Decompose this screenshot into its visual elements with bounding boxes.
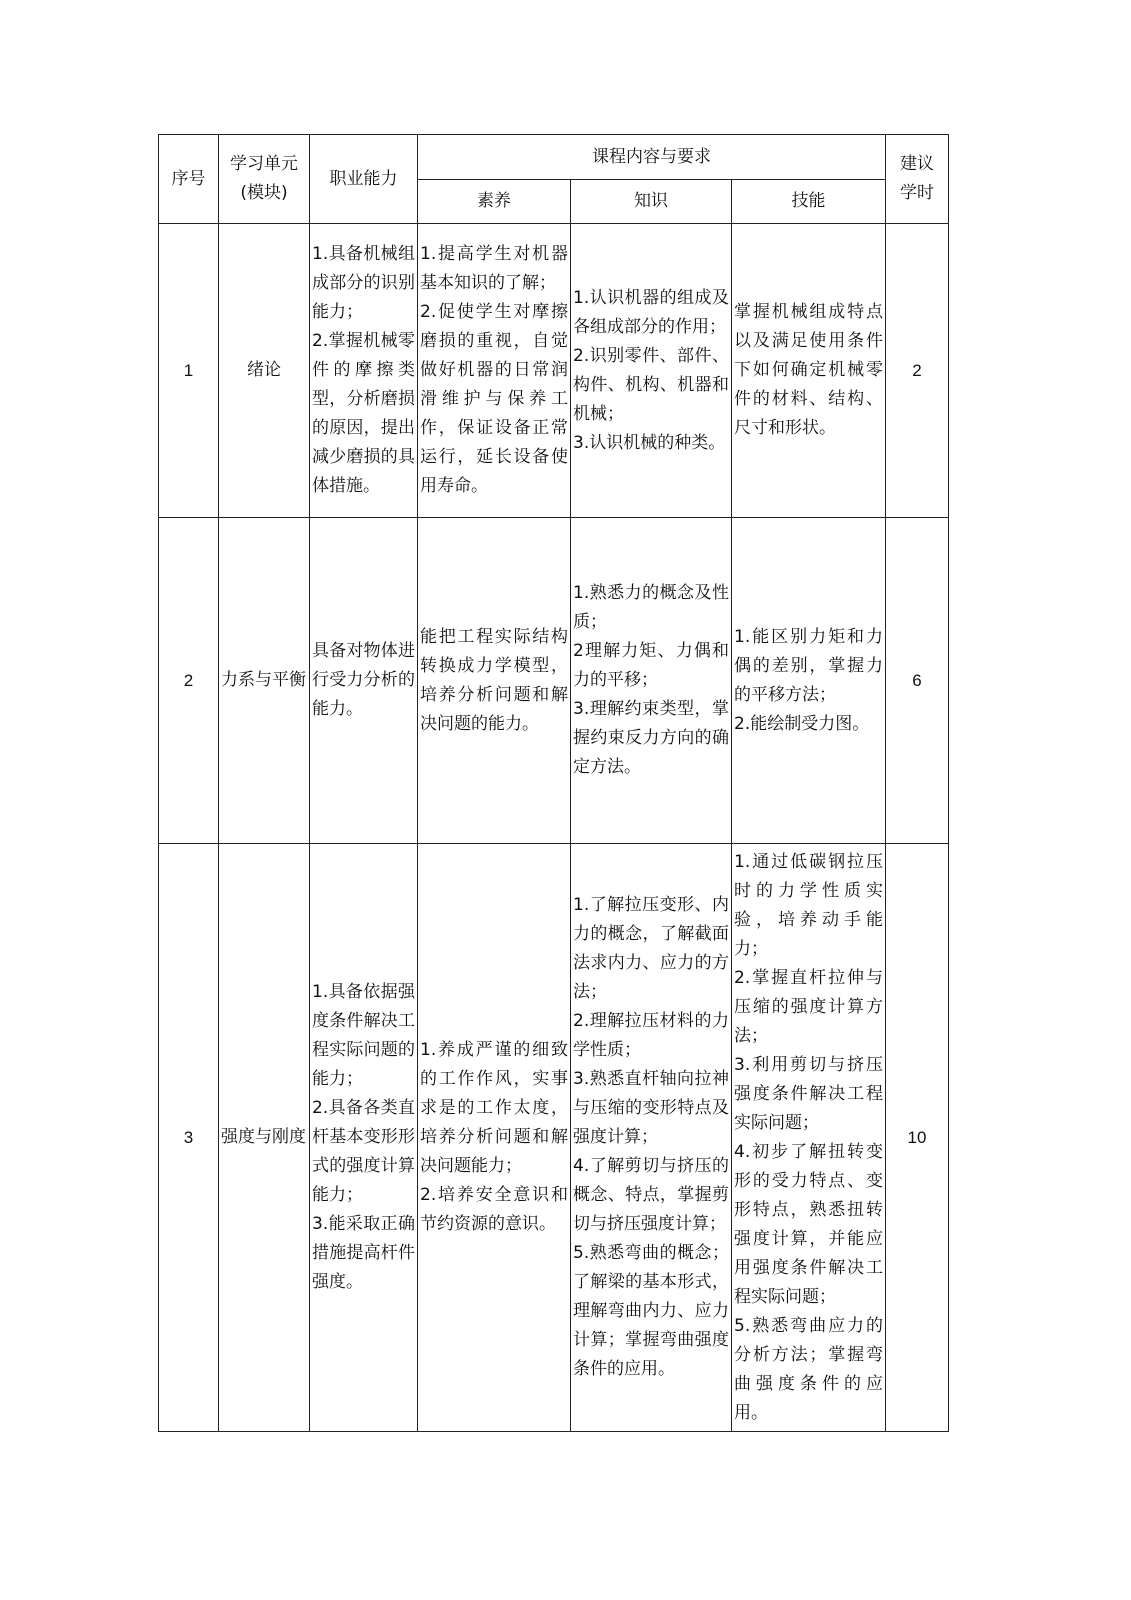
row-skill: 1.通过低碳钢拉压时的力学性质实验，培养动手能力； 2.掌握直杆拉伸与压缩的强度计算方法； 3.利用剪切与挤压强度条件解决工程实际问题； 4.初步了解扭转变形的受力特点、变形特点，熟悉扭转强度计算，并能应用强度条件解决工程实际问题； 5.熟悉弯曲应力的分析方法；掌握弯曲强度条件的应用。 [732,844,886,1432]
header-skill: 技能 [732,180,886,224]
table-row [159,518,949,844]
row-ability: 1.具备机械组成部分的识别能力； 2.掌握机械零件的摩擦类型，分析磨损的原因，提出减少磨损的具体措施。 [310,224,418,518]
row-hours: 10 [886,844,949,1432]
row-seq: 2 [159,518,219,844]
row-skill: 1.能区别力矩和力偶的差别，掌握力的平移方法； 2.能绘制受力图。 [732,518,886,844]
header-hours: 建议 学时 [886,135,949,224]
row-ability: 具备对物体进行受力分析的能力。 [310,518,418,844]
row-unit: 强度与刚度 [219,844,310,1432]
header-literacy: 素养 [418,180,571,224]
row-literacy: 1.提高学生对机器基本知识的了解； 2.促使学生对摩擦磨损的重视，自觉做好机器的日常润滑维护与保养工作，保证设备正常运行，延长设备使用寿命。 [418,224,571,518]
row-seq: 1 [159,224,219,518]
row-skill: 掌握机械组成特点以及满足使用条件下如何确定机械零件的材料、结构、尺寸和形状。 [732,224,886,518]
header-row-top [159,135,949,180]
row-seq: 3 [159,844,219,1432]
header-knowledge: 知识 [571,180,732,224]
header-ability: 职业能力 [310,135,418,224]
table-row [159,844,949,1432]
header-seq: 序号 [159,135,219,224]
row-hours: 2 [886,224,949,518]
row-knowledge: 1.认识机器的组成及各组成部分的作用； 2.识别零件、部件、构件、机构、机器和机械； 3.认识机械的种类。 [571,224,732,518]
row-unit: 力系与平衡 [219,518,310,844]
row-literacy: 1.养成严谨的细致的工作作风，实事求是的工作太度，培养分析问题和解决问题能力； 2.培养安全意识和节约资源的意识。 [418,844,571,1432]
row-knowledge: 1.熟悉力的概念及性质； 2理解力矩、力偶和力的平移； 3.理解约束类型，掌握约束反力方向的确定方法。 [571,518,732,844]
row-ability: 1.具备依据强度条件解决工程实际问题的能力； 2.具备各类直杆基本变形形式的强度计算能力； 3.能采取正确措施提高杆件强度。 [310,844,418,1432]
course-content-table [158,134,949,1432]
row-literacy: 能把工程实际结构转换成力学模型，培养分析问题和解决问题的能力。 [418,518,571,844]
header-course-content: 课程内容与要求 [418,135,886,180]
table-row [159,224,949,518]
row-unit: 绪论 [219,224,310,518]
row-hours: 6 [886,518,949,844]
header-unit: 学习单元 (模块) [219,135,310,224]
row-knowledge: 1.了解拉压变形、内力的概念，了解截面法求内力、应力的方法； 2.理解拉压材料的力学性质； 3.熟悉直杆轴向拉神与压缩的变形特点及强度计算； 4.了解剪切与挤压的概念、特点，掌握剪切与挤压强度计算； 5.熟悉弯曲的概念；了解梁的基本形式，理解弯曲内力、应力计算；掌握弯曲强度条件的应用。 [571,844,732,1432]
